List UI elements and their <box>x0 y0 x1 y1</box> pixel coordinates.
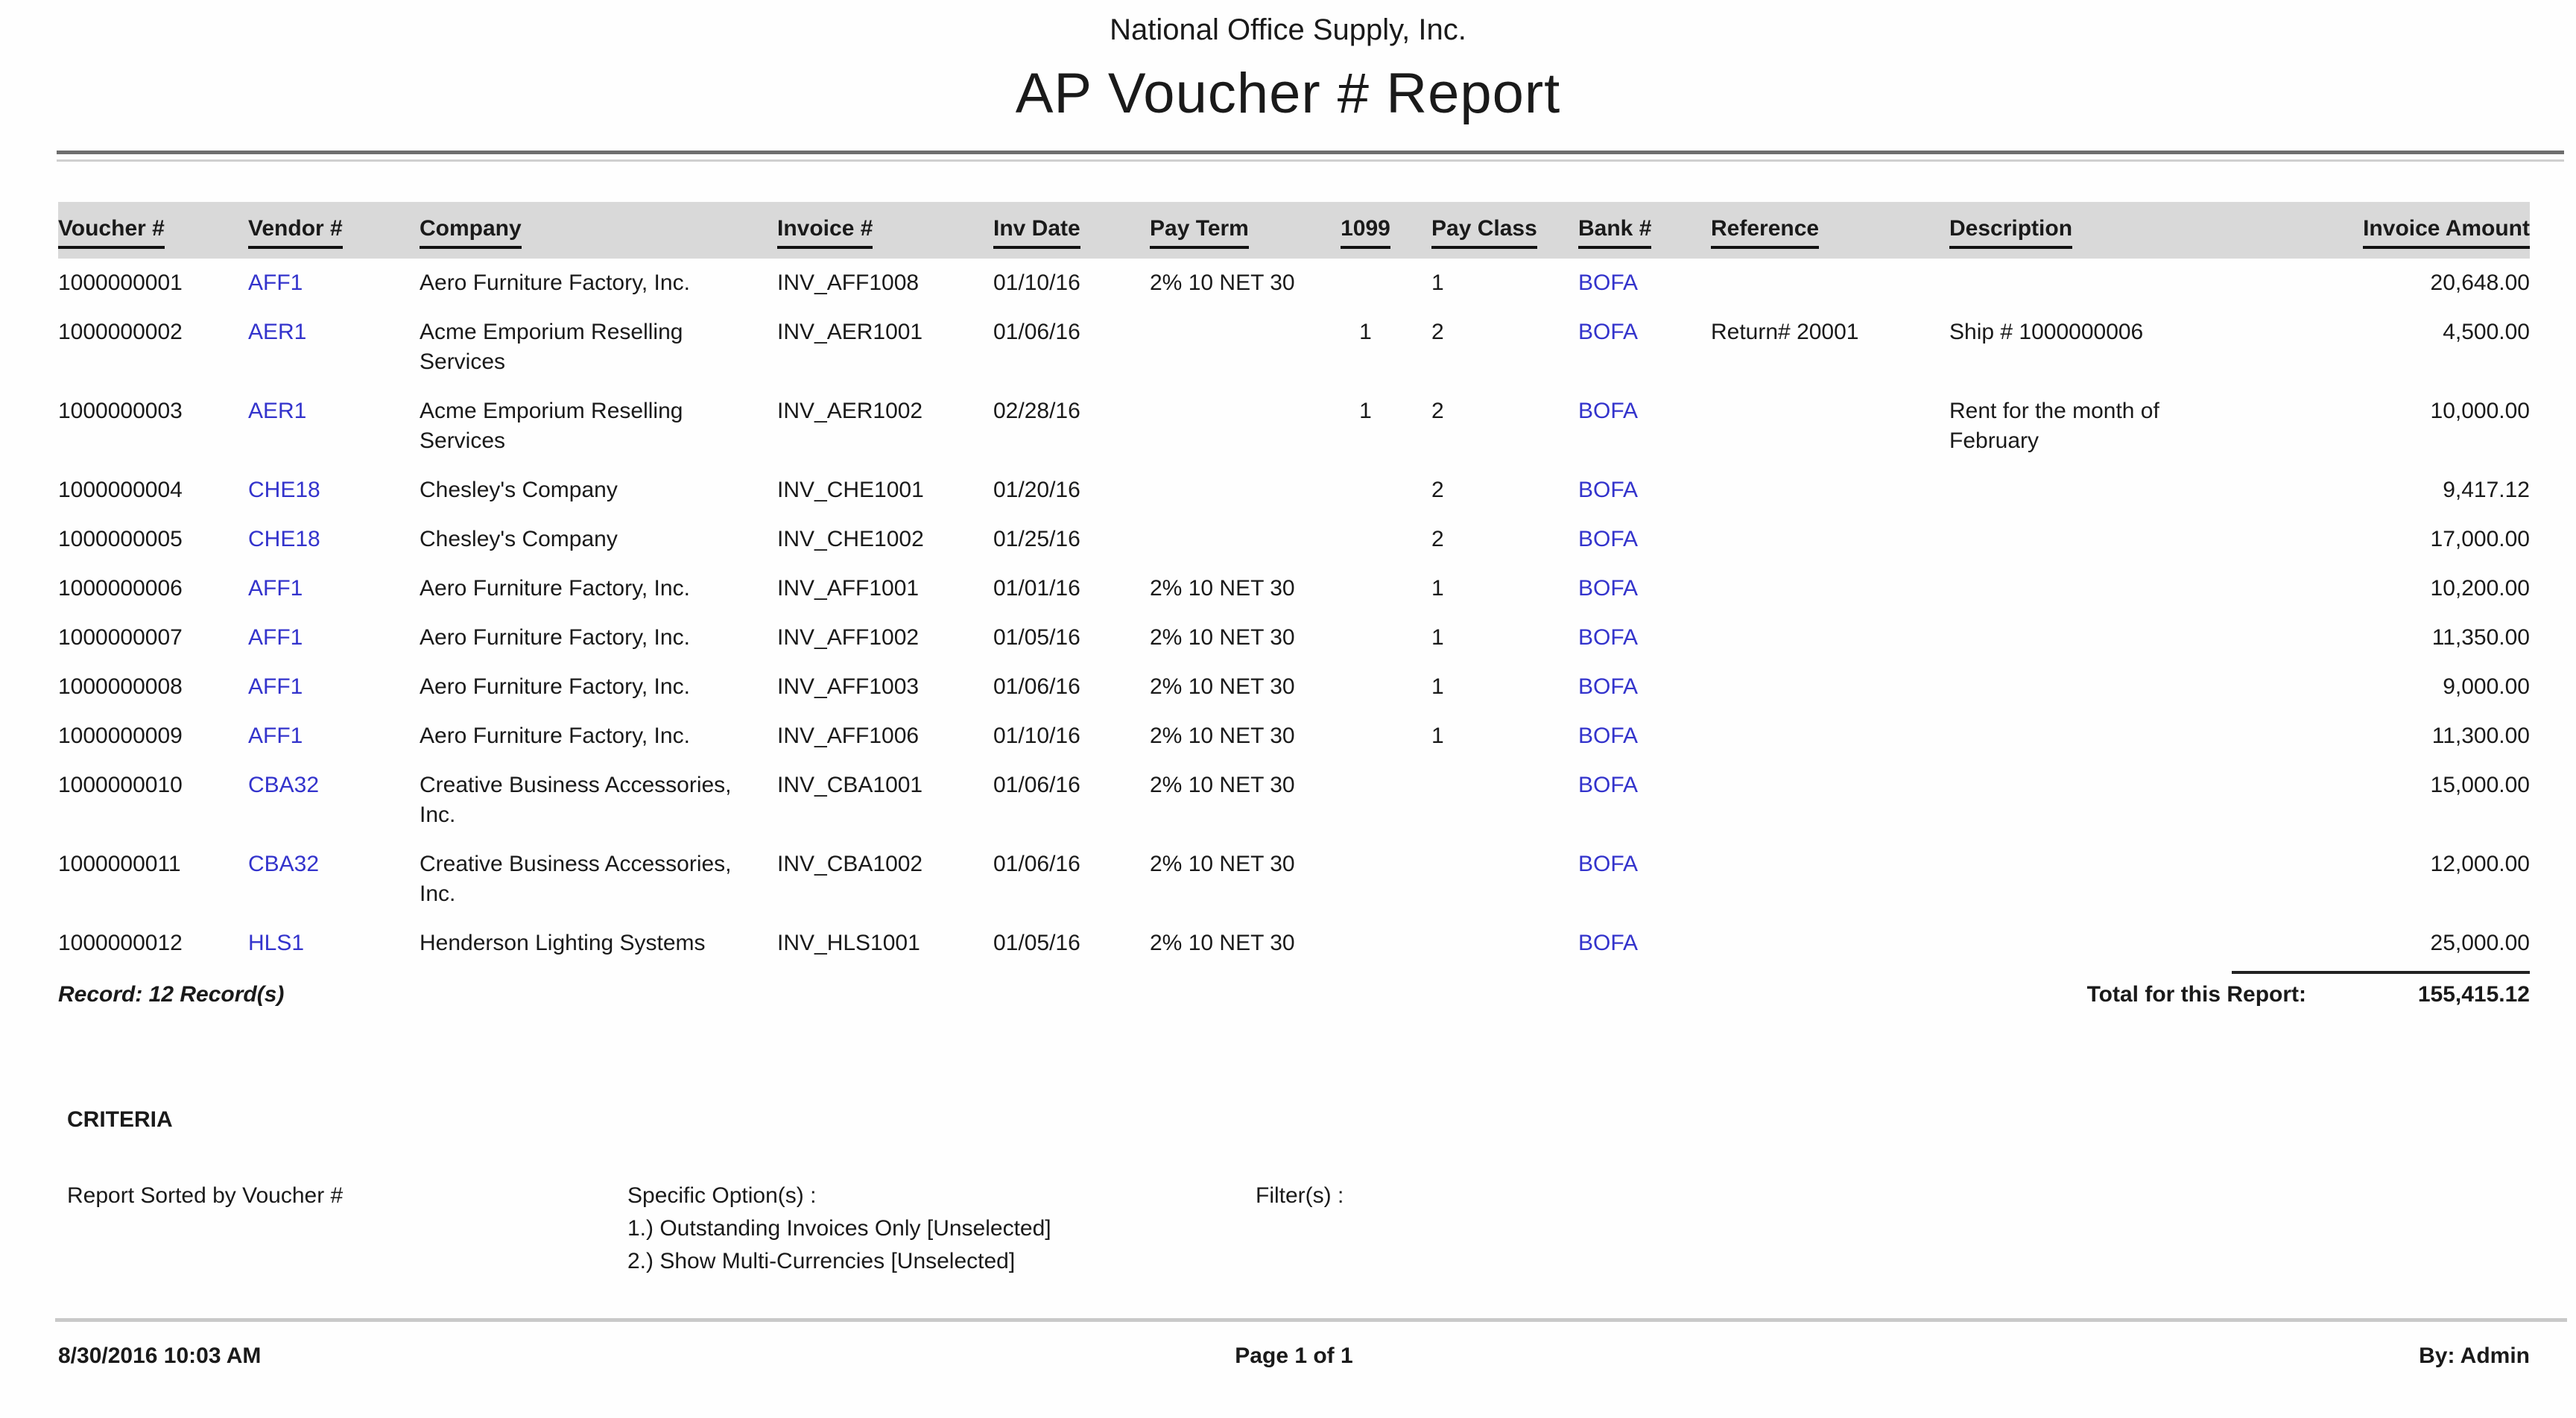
specific-option-2: 2.) Show Multi-Currencies [Unselected] <box>627 1249 1016 1273</box>
column-header-bank: Bank # <box>1578 214 1711 249</box>
flag-1099 <box>1332 721 1411 751</box>
table-row <box>58 712 2530 761</box>
invoice-number: INV_CHE1002 <box>777 527 924 551</box>
invoice-amount: 17,000.00 <box>2430 527 2530 551</box>
table-row <box>58 919 2530 968</box>
invoice-date: 01/06/16 <box>993 852 1080 876</box>
invoice-amount: 10,200.00 <box>2430 576 2530 601</box>
criteria-section <box>67 1105 2530 1276</box>
invoice-number: INV_CHE1001 <box>777 478 924 502</box>
invoice-number: INV_AFF1001 <box>777 576 920 601</box>
company-name: Aero Furniture Factory, Inc. <box>420 576 690 601</box>
pay-term <box>1150 396 1332 456</box>
criteria-filters-label: Filter(s) : <box>1256 1183 1344 1208</box>
invoice-amount: 11,350.00 <box>2431 625 2530 650</box>
column-header-pay-term: Pay Term <box>1150 214 1332 249</box>
pay-term: 2% 10 NET 30 <box>1150 674 1295 699</box>
pay-class: 1 <box>1431 270 1444 295</box>
reference <box>1711 721 1949 751</box>
company-name: Aero Furniture Factory, Inc. <box>420 625 690 650</box>
flag-1099 <box>1332 672 1411 702</box>
description <box>1949 525 2262 554</box>
criteria-sorted-by: Report Sorted by Voucher # <box>67 1183 344 1208</box>
reference <box>1711 396 1949 456</box>
voucher-number: 1000000009 <box>58 724 183 748</box>
invoice-amount: 9,417.12 <box>2443 478 2530 502</box>
company-name: Aero Furniture Factory, Inc. <box>420 674 690 699</box>
pay-class: 1 <box>1431 724 1444 748</box>
vendor-link[interactable]: CBA32 <box>248 773 320 797</box>
table-row <box>58 387 2530 466</box>
invoice-number: INV_AFF1008 <box>777 270 920 295</box>
column-header-1099: 1099 <box>1332 214 1411 249</box>
reference: Return# 20001 <box>1711 320 1859 344</box>
description <box>1949 623 2262 653</box>
bank-link[interactable]: BOFA <box>1578 931 1639 955</box>
bank-link[interactable]: BOFA <box>1578 527 1639 551</box>
vendor-link[interactable]: AER1 <box>248 320 307 344</box>
vendor-link[interactable]: AFF1 <box>248 625 303 650</box>
pay-class <box>1411 928 1578 958</box>
company-name: Creative Business Accessories, Inc. <box>420 852 732 906</box>
company-name-heading: National Office Supply, Inc. <box>1110 13 1466 46</box>
vendor-link[interactable]: CBA32 <box>248 852 320 876</box>
voucher-number: 1000000004 <box>58 478 183 502</box>
footer-author: By: Admin <box>2419 1343 2531 1368</box>
flag-1099 <box>1332 268 1411 298</box>
bank-link[interactable]: BOFA <box>1578 674 1639 699</box>
voucher-number: 1000000010 <box>58 773 183 797</box>
invoice-amount: 15,000.00 <box>2430 773 2530 797</box>
invoice-number: INV_AFF1002 <box>777 625 920 650</box>
column-header-invoice: Invoice # <box>777 214 993 249</box>
vendor-link[interactable]: AFF1 <box>248 576 303 601</box>
column-header-description: Description <box>1949 214 2262 249</box>
pay-term: 2% 10 NET 30 <box>1150 931 1295 955</box>
table-row <box>58 308 2530 387</box>
vendor-link[interactable]: AER1 <box>248 399 307 423</box>
voucher-number: 1000000001 <box>58 270 183 295</box>
vendor-link[interactable]: AFF1 <box>248 724 303 748</box>
company-name: Acme Emporium Reselling Services <box>420 399 683 453</box>
specific-options-label: Specific Option(s) : <box>627 1183 817 1208</box>
description <box>1949 475 2262 505</box>
report-header <box>0 0 2576 128</box>
voucher-number: 1000000007 <box>58 625 183 650</box>
company-name: Aero Furniture Factory, Inc. <box>420 270 690 295</box>
bank-link[interactable]: BOFA <box>1578 399 1639 423</box>
reference <box>1711 525 1949 554</box>
company-name: Chesley's Company <box>420 478 618 502</box>
column-header-inv-date: Inv Date <box>993 214 1150 249</box>
pay-term: 2% 10 NET 30 <box>1150 852 1295 876</box>
flag-1099 <box>1332 849 1411 909</box>
column-header-pay-class: Pay Class <box>1411 214 1578 249</box>
bank-link[interactable]: BOFA <box>1578 625 1639 650</box>
pay-term: 2% 10 NET 30 <box>1150 773 1295 797</box>
reference <box>1711 770 1949 830</box>
invoice-amount: 20,648.00 <box>2430 270 2530 295</box>
table-row <box>58 259 2530 308</box>
invoice-date: 01/05/16 <box>993 931 1080 955</box>
invoice-date: 01/06/16 <box>993 773 1080 797</box>
invoice-date: 01/01/16 <box>993 576 1080 601</box>
invoice-date: 01/10/16 <box>993 270 1080 295</box>
invoice-number: INV_HLS1001 <box>777 931 920 955</box>
vendor-link[interactable]: AFF1 <box>248 270 303 295</box>
specific-option-1: 1.) Outstanding Invoices Only [Unselected] <box>627 1216 1051 1241</box>
bank-link[interactable]: BOFA <box>1578 478 1639 502</box>
vendor-link[interactable]: HLS1 <box>248 931 305 955</box>
invoice-number: INV_AER1002 <box>777 399 923 423</box>
flag-1099 <box>1332 623 1411 653</box>
invoice-date: 01/06/16 <box>993 674 1080 699</box>
column-header-voucher: Voucher # <box>58 214 248 249</box>
pay-class <box>1411 849 1578 909</box>
flag-1099: 1 <box>1359 399 1372 423</box>
pay-term: 2% 10 NET 30 <box>1150 625 1295 650</box>
footer-datetime: 8/30/2016 10:03 AM <box>58 1343 262 1368</box>
column-header-company: Company <box>420 214 777 249</box>
invoice-amount: 9,000.00 <box>2443 674 2530 699</box>
footer-page-number: Page 1 of 1 <box>1235 1343 1353 1368</box>
criteria-columns <box>67 1181 2530 1276</box>
bank-link[interactable]: BOFA <box>1578 320 1639 344</box>
pay-class <box>1411 770 1578 830</box>
pay-class: 2 <box>1431 320 1444 344</box>
reference <box>1711 928 1949 958</box>
table-body <box>58 259 2530 968</box>
reference <box>1711 268 1949 298</box>
invoice-date: 01/10/16 <box>993 724 1080 748</box>
invoice-number: INV_AFF1006 <box>777 724 920 748</box>
invoice-date: 01/05/16 <box>993 625 1080 650</box>
flag-1099 <box>1332 525 1411 554</box>
invoice-number: INV_AFF1003 <box>777 674 920 699</box>
voucher-number: 1000000002 <box>58 320 183 344</box>
invoice-amount: 10,000.00 <box>2430 399 2530 423</box>
description <box>1949 268 2262 298</box>
invoice-date: 01/25/16 <box>993 527 1080 551</box>
voucher-number: 1000000011 <box>58 852 181 876</box>
description <box>1949 672 2262 702</box>
pay-term <box>1150 525 1332 554</box>
pay-class: 1 <box>1431 576 1444 601</box>
voucher-number: 1000000012 <box>58 931 183 955</box>
invoice-number: INV_CBA1001 <box>777 773 923 797</box>
invoice-number: INV_AER1001 <box>777 320 923 344</box>
totals-row <box>58 980 2530 1010</box>
description <box>1949 849 2262 909</box>
reference <box>1711 475 1949 505</box>
table-row <box>58 466 2530 515</box>
description <box>1949 928 2262 958</box>
invoice-amount: 25,000.00 <box>2430 931 2530 955</box>
flag-1099 <box>1332 475 1411 505</box>
invoice-amount: 12,000.00 <box>2430 852 2530 876</box>
reference <box>1711 849 1949 909</box>
pay-class: 2 <box>1431 399 1444 423</box>
table-row <box>58 515 2530 564</box>
description <box>1949 574 2262 604</box>
company-name: Acme Emporium Reselling Services <box>420 320 683 374</box>
bank-link[interactable]: BOFA <box>1578 724 1639 748</box>
flag-1099: 1 <box>1359 320 1372 344</box>
pay-class: 1 <box>1431 625 1444 650</box>
table-header-row <box>58 202 2530 259</box>
vendor-link[interactable]: CHE18 <box>248 527 320 551</box>
bank-link[interactable]: BOFA <box>1578 576 1639 601</box>
description <box>1949 721 2262 751</box>
pay-term: 2% 10 NET 30 <box>1150 270 1295 295</box>
page-title: AP Voucher # Report <box>1015 62 1561 125</box>
pay-term: 2% 10 NET 30 <box>1150 724 1295 748</box>
voucher-number: 1000000006 <box>58 576 183 601</box>
bank-link[interactable]: BOFA <box>1578 773 1639 797</box>
voucher-number: 1000000008 <box>58 674 183 699</box>
title-divider-light <box>57 159 2564 162</box>
invoice-date: 02/28/16 <box>993 399 1080 423</box>
title-divider-dark <box>57 151 2564 154</box>
company-name: Aero Furniture Factory, Inc. <box>420 724 690 748</box>
column-header-reference: Reference <box>1711 214 1949 249</box>
pay-class: 2 <box>1431 527 1444 551</box>
company-name: Chesley's Company <box>420 527 618 551</box>
invoice-date: 01/06/16 <box>993 320 1080 344</box>
flag-1099 <box>1332 770 1411 830</box>
bank-link[interactable]: BOFA <box>1578 852 1639 876</box>
column-header-vendor: Vendor # <box>248 214 420 249</box>
pay-term: 2% 10 NET 30 <box>1150 576 1295 601</box>
flag-1099 <box>1332 928 1411 958</box>
reference <box>1711 672 1949 702</box>
voucher-number: 1000000003 <box>58 399 183 423</box>
company-name: Creative Business Accessories, Inc. <box>420 773 732 827</box>
footer-divider <box>55 1318 2567 1322</box>
invoice-amount: 4,500.00 <box>2443 320 2530 344</box>
table-row <box>58 840 2530 919</box>
column-header-invoice-amount: Invoice Amount <box>2262 214 2530 249</box>
total-divider <box>2232 971 2530 974</box>
invoice-number: INV_CBA1002 <box>777 852 923 876</box>
pay-term <box>1150 475 1332 505</box>
record-count: Record: 12 Record(s) <box>58 982 285 1007</box>
pay-term <box>1150 317 1332 377</box>
description: Ship # 1000000006 <box>1949 320 2144 344</box>
vendor-link[interactable]: AFF1 <box>248 674 303 699</box>
bank-link[interactable]: BOFA <box>1578 270 1639 295</box>
total-label: Total for this Report: <box>2086 982 2306 1007</box>
pay-class: 2 <box>1431 478 1444 502</box>
vendor-link[interactable]: CHE18 <box>248 478 320 502</box>
table-row <box>58 761 2530 840</box>
invoice-date: 01/20/16 <box>993 478 1080 502</box>
reference <box>1711 574 1949 604</box>
description: Rent for the month of February <box>1949 399 2159 453</box>
table-row <box>58 662 2530 712</box>
table-row <box>58 613 2530 662</box>
flag-1099 <box>1332 574 1411 604</box>
invoice-amount: 11,300.00 <box>2431 724 2530 748</box>
company-name: Henderson Lighting Systems <box>420 931 706 955</box>
criteria-heading: CRITERIA <box>67 1107 173 1132</box>
voucher-table <box>58 202 2530 1010</box>
criteria-specific-options <box>627 1181 1256 1276</box>
description <box>1949 770 2262 830</box>
reference <box>1711 623 1949 653</box>
report-footer <box>58 1341 2530 1371</box>
voucher-number: 1000000005 <box>58 527 183 551</box>
pay-class: 1 <box>1431 674 1444 699</box>
table-row <box>58 564 2530 613</box>
total-amount: 155,415.12 <box>2417 982 2530 1007</box>
